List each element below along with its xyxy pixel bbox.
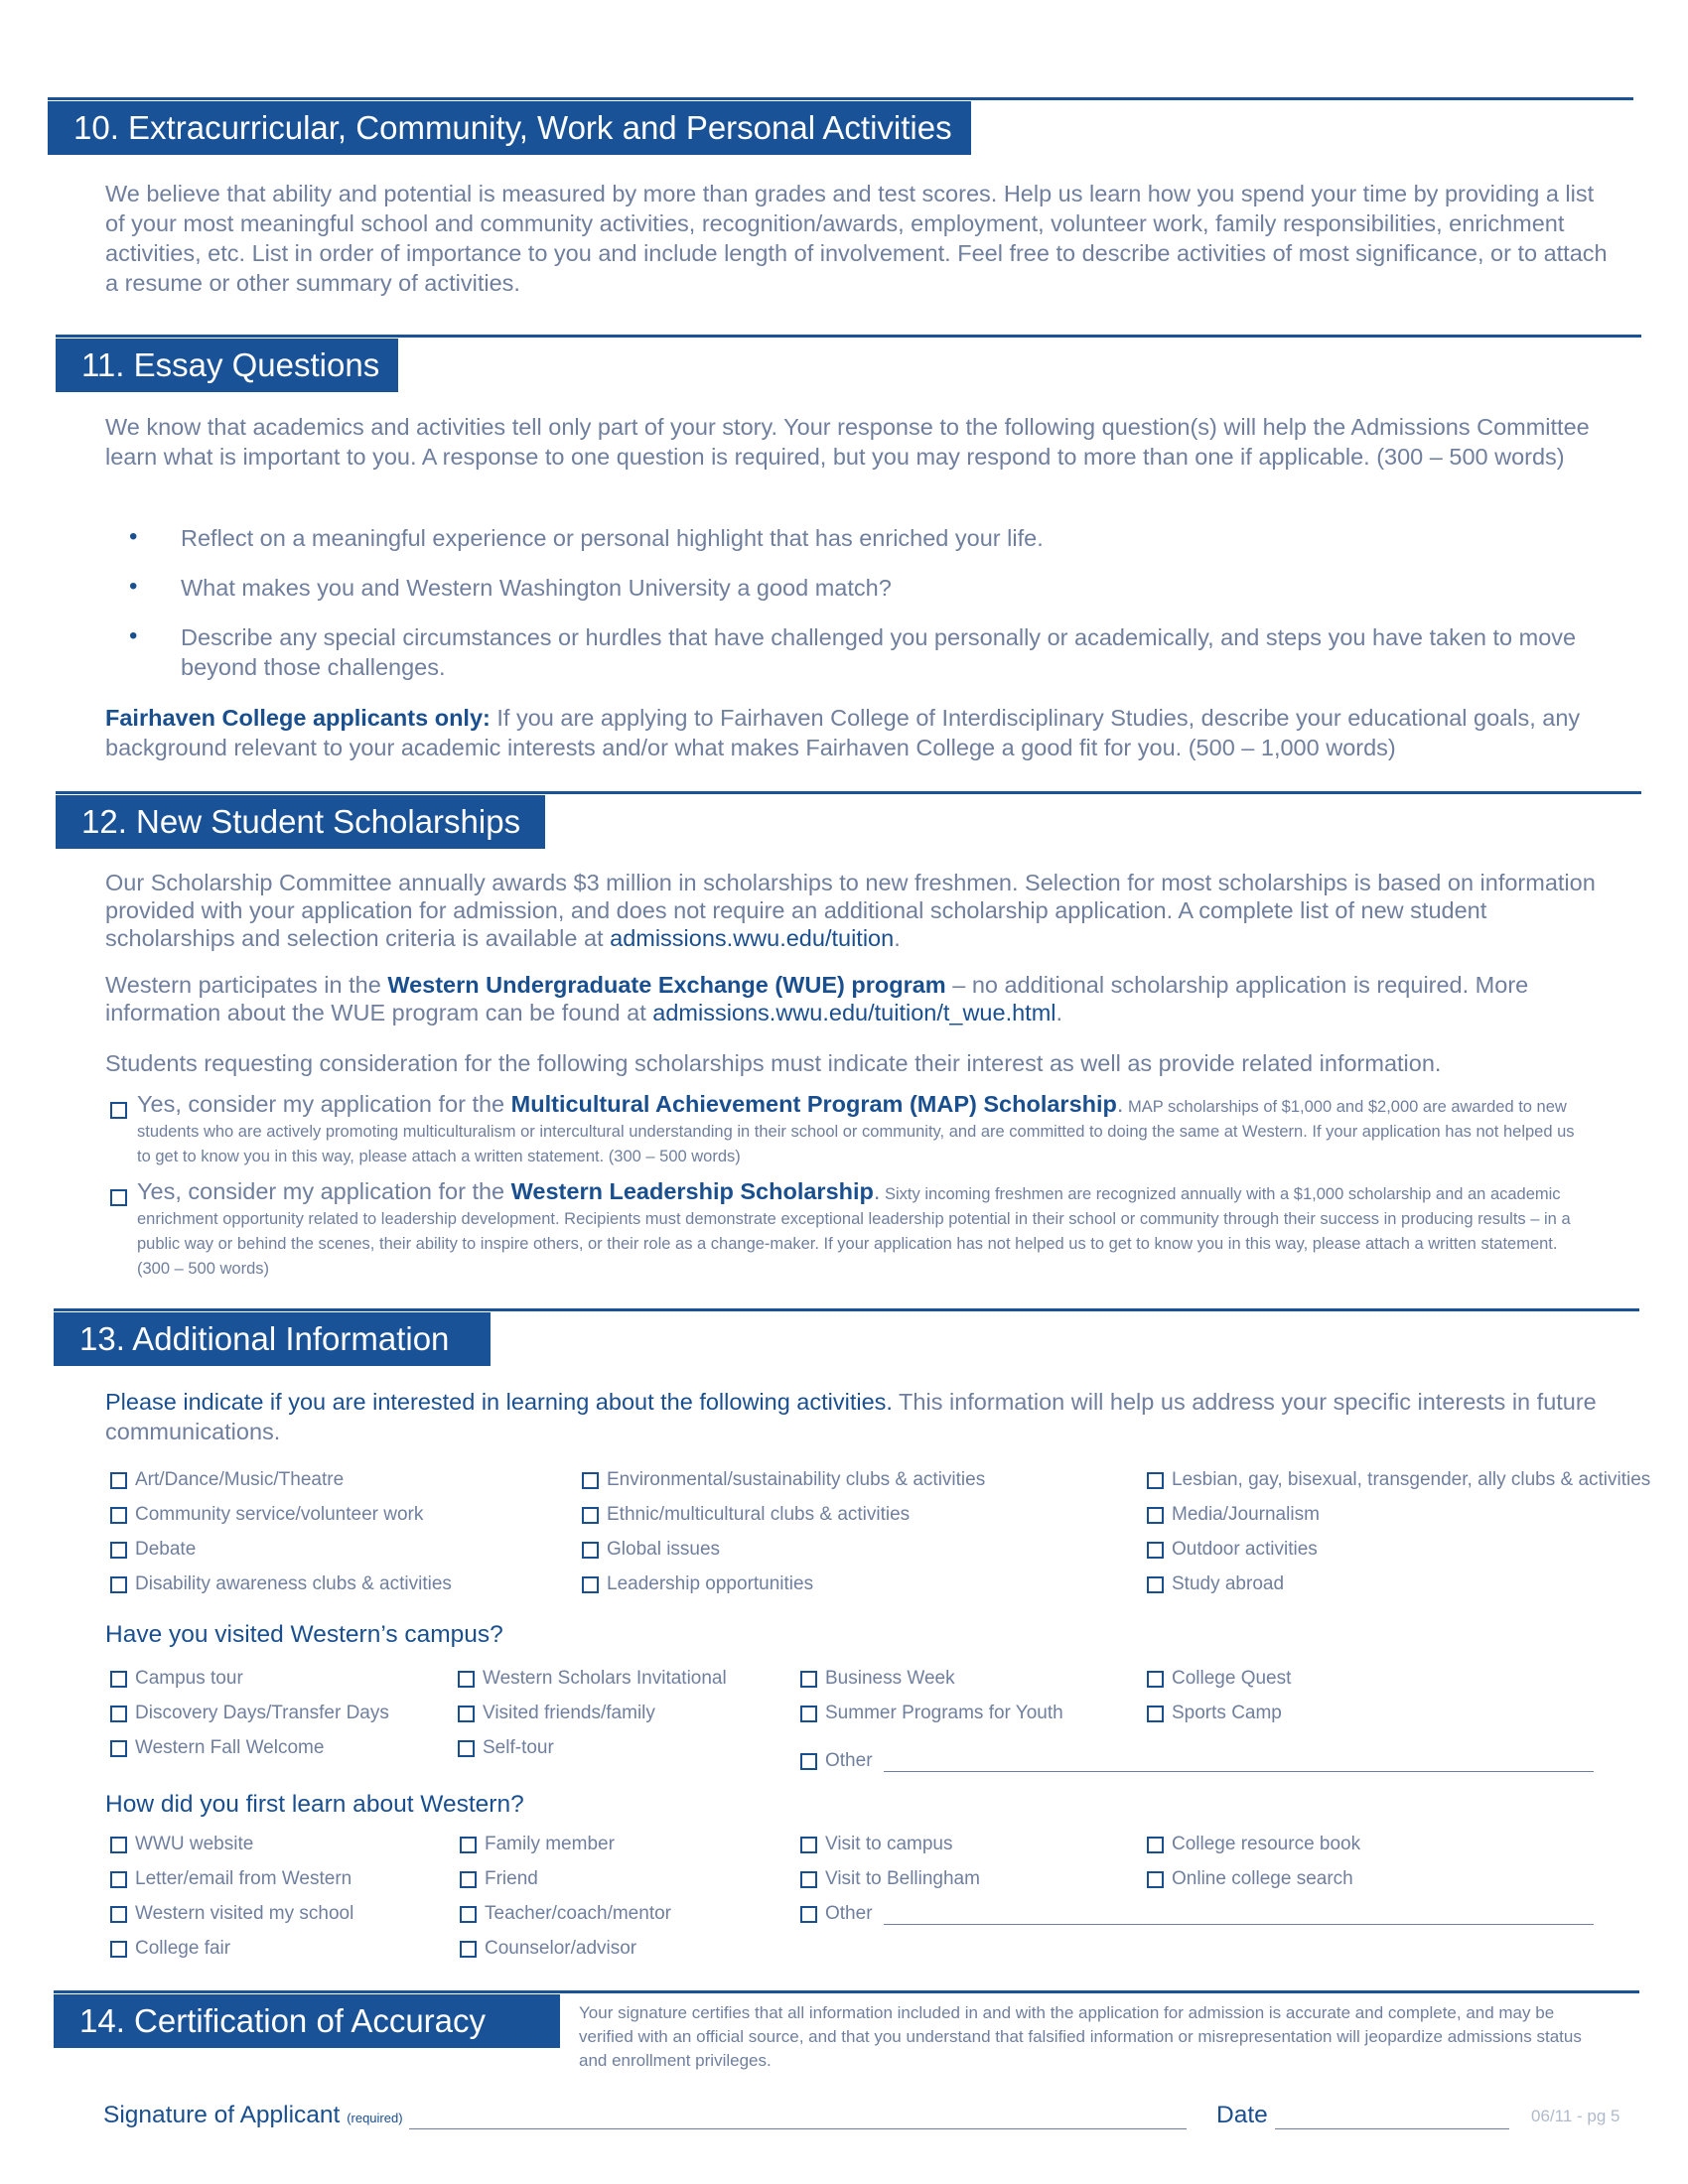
activity-label: Outdoor activities xyxy=(1172,1539,1318,1560)
activity-checkbox[interactable] xyxy=(1147,1542,1164,1559)
leadership-scholarship-checkbox[interactable] xyxy=(110,1189,127,1206)
learn-label: Visit to Bellingham xyxy=(825,1868,980,1889)
visited-label: Sports Camp xyxy=(1172,1703,1282,1723)
learn-label: Family member xyxy=(485,1834,615,1854)
bullet-3: • xyxy=(129,622,138,649)
activity-label: Environmental/sustainability clubs & activities xyxy=(607,1469,986,1490)
activity-checkbox[interactable] xyxy=(582,1576,599,1593)
date-label: Date xyxy=(1216,2102,1268,2128)
section-13-header: 13. Additional Information xyxy=(54,1312,491,1366)
visited-checkbox[interactable] xyxy=(1147,1706,1164,1722)
activity-checkbox[interactable] xyxy=(582,1507,599,1524)
section-10-rule xyxy=(48,97,1633,100)
learn-label: Counselor/advisor xyxy=(485,1938,637,1959)
activity-checkbox[interactable] xyxy=(1147,1576,1164,1593)
learn-checkbox[interactable] xyxy=(800,1837,817,1853)
visited-checkbox[interactable] xyxy=(458,1740,475,1757)
period: . xyxy=(894,925,901,951)
scholarship-intro xyxy=(105,869,1615,952)
wls-prefix: Yes, consider my application for the xyxy=(137,1178,511,1204)
activity-label: Study abroad xyxy=(1172,1573,1285,1594)
activity-label: Ethnic/multicultural clubs & activities xyxy=(607,1504,911,1525)
map-scholarship-option xyxy=(137,1092,1587,1169)
fairhaven-text: If you are applying to Fairhaven College of Interdisciplinary Studies, describe your educational goals, any background relevant to your academic interests and/or what makes Fairhaven College a good fit for you. (500 – 1,000 words) xyxy=(105,705,1581,760)
learn-label: Teacher/coach/mentor xyxy=(485,1903,671,1924)
fairhaven-paragraph xyxy=(105,703,1615,762)
learn-label: Western visited my school xyxy=(135,1903,354,1924)
essay-prompt-3: Describe any special circumstances or hurdles that have challenged you personally or academically, and steps you have taken to move beyond those challenges. xyxy=(181,624,1577,680)
activity-checkbox[interactable] xyxy=(110,1542,127,1559)
map-scholarship-checkbox[interactable] xyxy=(110,1102,127,1119)
wue-text-b: – no additional scholarship application is required. More information about the WUE program can be found at xyxy=(105,972,1529,1025)
visited-label: College Quest xyxy=(1172,1668,1292,1689)
visited-checkbox[interactable] xyxy=(458,1706,475,1722)
visited-label: Western Fall Welcome xyxy=(135,1737,325,1758)
wls-description: Sixty incoming freshmen are recognized annually with a $1,000 scholarship and an academic enrichment opportunity related to leadership development. Recipients must demonstrate exceptional leadership potential in their school or community through their success in producing results – in a public way or behind the scenes, their ability to inspire others, or their role as a change-maker. If your application has not helped us to get to know you in this way, please attach a written statement. (300 – 500 words) xyxy=(137,1185,1571,1278)
intro-bold: Please indicate if you are interested in learning about the following activities. xyxy=(105,1389,893,1415)
tuition-link[interactable]: admissions.wwu.edu/tuition xyxy=(610,925,895,951)
section-14-header: 14. Certification of Accuracy xyxy=(54,1994,560,2048)
learn-checkbox[interactable] xyxy=(460,1837,477,1853)
learn-other-checkbox[interactable] xyxy=(800,1906,817,1923)
activity-label: Lesbian, gay, bisexual, transgender, ally clubs & activities xyxy=(1172,1469,1651,1490)
map-prefix: Yes, consider my application for the xyxy=(137,1091,511,1117)
activity-checkbox[interactable] xyxy=(582,1542,599,1559)
activity-checkbox[interactable] xyxy=(1147,1472,1164,1489)
signature-input[interactable] xyxy=(409,2105,1187,2129)
certification-text: Your signature certifies that all information included in and with the application for admission is accurate and complete, and may be verified with an official source, and that you understand that falsified information or misrepresentation will jeopardize admissions status and enrollment privileges. xyxy=(579,2003,1582,2070)
signature-label: Signature of Applicant xyxy=(103,2102,341,2128)
learn-checkbox[interactable] xyxy=(460,1871,477,1888)
learn-checkbox[interactable] xyxy=(110,1941,127,1958)
additional-info-intro xyxy=(105,1387,1615,1446)
learn-other-label xyxy=(825,1903,1594,1925)
intro-rest: This information will help us address your specific interests in future communications. xyxy=(105,1389,1597,1444)
learn-checkbox[interactable] xyxy=(1147,1837,1164,1853)
learn-label: WWU website xyxy=(135,1834,254,1854)
section-11-rule xyxy=(56,335,1641,338)
learn-checkbox[interactable] xyxy=(1147,1871,1164,1888)
learn-about-question: How did you first learn about Western? xyxy=(105,1791,524,1818)
learn-checkbox[interactable] xyxy=(110,1871,127,1888)
visited-label: Self-tour xyxy=(483,1737,554,1758)
section-12-rule xyxy=(56,791,1641,794)
visited-checkbox[interactable] xyxy=(110,1740,127,1757)
section-11-header: 11. Essay Questions xyxy=(56,339,398,392)
section-14-rule xyxy=(54,1990,1639,1993)
activity-label: Media/Journalism xyxy=(1172,1504,1320,1525)
learn-checkbox[interactable] xyxy=(460,1906,477,1923)
activity-label: Leadership opportunities xyxy=(607,1573,814,1594)
visited-campus-question: Have you visited Western’s campus? xyxy=(105,1621,503,1648)
visited-label: Campus tour xyxy=(135,1668,243,1689)
map-description: MAP scholarships of $1,000 and $2,000 are awarded to new students who are actively promoting multiculturalism or intercultural understanding in their school or community, and are committed to doing the same at Western. If your application has not helped us to get to know you in this way, please attach a written statement. (300 – 500 words) xyxy=(137,1098,1575,1165)
essay-prompt-2: What makes you and Western Washington University a good match? xyxy=(181,575,892,601)
visited-label: Discovery Days/Transfer Days xyxy=(135,1703,389,1723)
essay-prompt-1: Reflect on a meaningful experience or personal highlight that has enriched your life. xyxy=(181,525,1044,551)
visited-label: Summer Programs for Youth xyxy=(825,1703,1063,1723)
visited-other-checkbox[interactable] xyxy=(800,1753,817,1770)
section-10-header: 10. Extracurricular, Community, Work and Personal Activities xyxy=(48,101,971,155)
learn-label: Letter/email from Western xyxy=(135,1868,352,1889)
signature-required: (required) xyxy=(347,2111,403,2125)
scholarship-request-note: Students requesting consideration for the following scholarships must indicate their interest as well as provide related information. xyxy=(105,1050,1442,1076)
wue-link[interactable]: admissions.wwu.edu/tuition/t_wue.html xyxy=(652,1000,1056,1025)
learn-checkbox[interactable] xyxy=(110,1837,127,1853)
visited-checkbox[interactable] xyxy=(110,1706,127,1722)
period: . xyxy=(873,1178,881,1204)
learn-checkbox[interactable] xyxy=(800,1871,817,1888)
scholarship-intro-text: Our Scholarship Committee annually awards $3 million in scholarships to new freshmen. Selection for most scholarships is based on information provided with your application for admission, and does not require an additional scholarship application. A complete list of new student scholarships and selection criteria is available at xyxy=(105,870,1596,951)
bullet-2: • xyxy=(129,573,138,600)
activity-checkbox[interactable] xyxy=(110,1507,127,1524)
activity-label: Community service/volunteer work xyxy=(135,1504,424,1525)
date-input[interactable] xyxy=(1275,2105,1509,2129)
learn-label: Friend xyxy=(485,1868,538,1889)
bullet-1: • xyxy=(129,523,138,550)
period: . xyxy=(1055,1000,1063,1025)
activity-checkbox[interactable] xyxy=(110,1576,127,1593)
visited-label: Business Week xyxy=(825,1668,955,1689)
date-row xyxy=(1216,2102,1509,2129)
visited-checkbox[interactable] xyxy=(1147,1671,1164,1688)
section-13-rule xyxy=(54,1308,1639,1311)
activity-label: Art/Dance/Music/Theatre xyxy=(135,1469,345,1490)
learn-label: Visit to campus xyxy=(825,1834,953,1854)
visited-checkbox[interactable] xyxy=(110,1671,127,1688)
visited-other-label xyxy=(825,1750,1594,1772)
map-title: Multicultural Achievement Program (MAP) Scholarship xyxy=(510,1091,1117,1117)
activity-checkbox[interactable] xyxy=(582,1472,599,1489)
visited-checkbox[interactable] xyxy=(800,1671,817,1688)
section-12-header: 12. New Student Scholarships xyxy=(56,795,545,849)
learn-label: College fair xyxy=(135,1938,231,1959)
period: . xyxy=(1116,1091,1124,1117)
leadership-scholarship-option xyxy=(137,1179,1587,1282)
signature-row xyxy=(103,2102,1187,2129)
visited-checkbox[interactable] xyxy=(458,1671,475,1688)
activity-label: Disability awareness clubs & activities xyxy=(135,1573,452,1594)
other-text: Other xyxy=(825,1903,873,1924)
visited-label: Visited friends/family xyxy=(483,1703,655,1723)
learn-label: Online college search xyxy=(1172,1868,1353,1889)
learn-other-input[interactable] xyxy=(884,1904,1594,1925)
activity-checkbox[interactable] xyxy=(110,1472,127,1489)
page-marker: 06/11 - pg 5 xyxy=(1531,2107,1620,2125)
section-10-body: We believe that ability and potential is measured by more than grades and test scores. Help us learn how you spend your time by providing a list of your most meaningful school and community activities, recognition/awards, employment, volunteer work, family responsibilities, enrichment activities, etc. List in order of importance to you and include length of involvement. Feel free to describe activities of most significance, or to attach a resume or other summary of activities. xyxy=(105,181,1608,296)
wue-program-name: Western Undergraduate Exchange (WUE) program xyxy=(387,972,946,998)
fairhaven-label: Fairhaven College applicants only: xyxy=(105,705,491,731)
wue-text-a: Western participates in the xyxy=(105,972,388,998)
other-text: Other xyxy=(825,1750,873,1771)
visited-label: Western Scholars Invitational xyxy=(483,1668,727,1689)
learn-checkbox[interactable] xyxy=(110,1906,127,1923)
learn-checkbox[interactable] xyxy=(460,1941,477,1958)
visited-checkbox[interactable] xyxy=(800,1706,817,1722)
wue-paragraph xyxy=(105,971,1615,1026)
activity-label: Debate xyxy=(135,1539,197,1560)
learn-label: College resource book xyxy=(1172,1834,1361,1854)
activity-checkbox[interactable] xyxy=(1147,1507,1164,1524)
section-11-body: We know that academics and activities tell only part of your story. Your response to the following question(s) will help the Admissions Committee learn what is important to you. A response to one question is required, but you may respond to more than one if applicable. (300 – 500 words) xyxy=(105,414,1590,470)
visited-other-input[interactable] xyxy=(884,1751,1594,1772)
wls-title: Western Leadership Scholarship xyxy=(510,1178,874,1204)
activity-label: Global issues xyxy=(607,1539,721,1560)
